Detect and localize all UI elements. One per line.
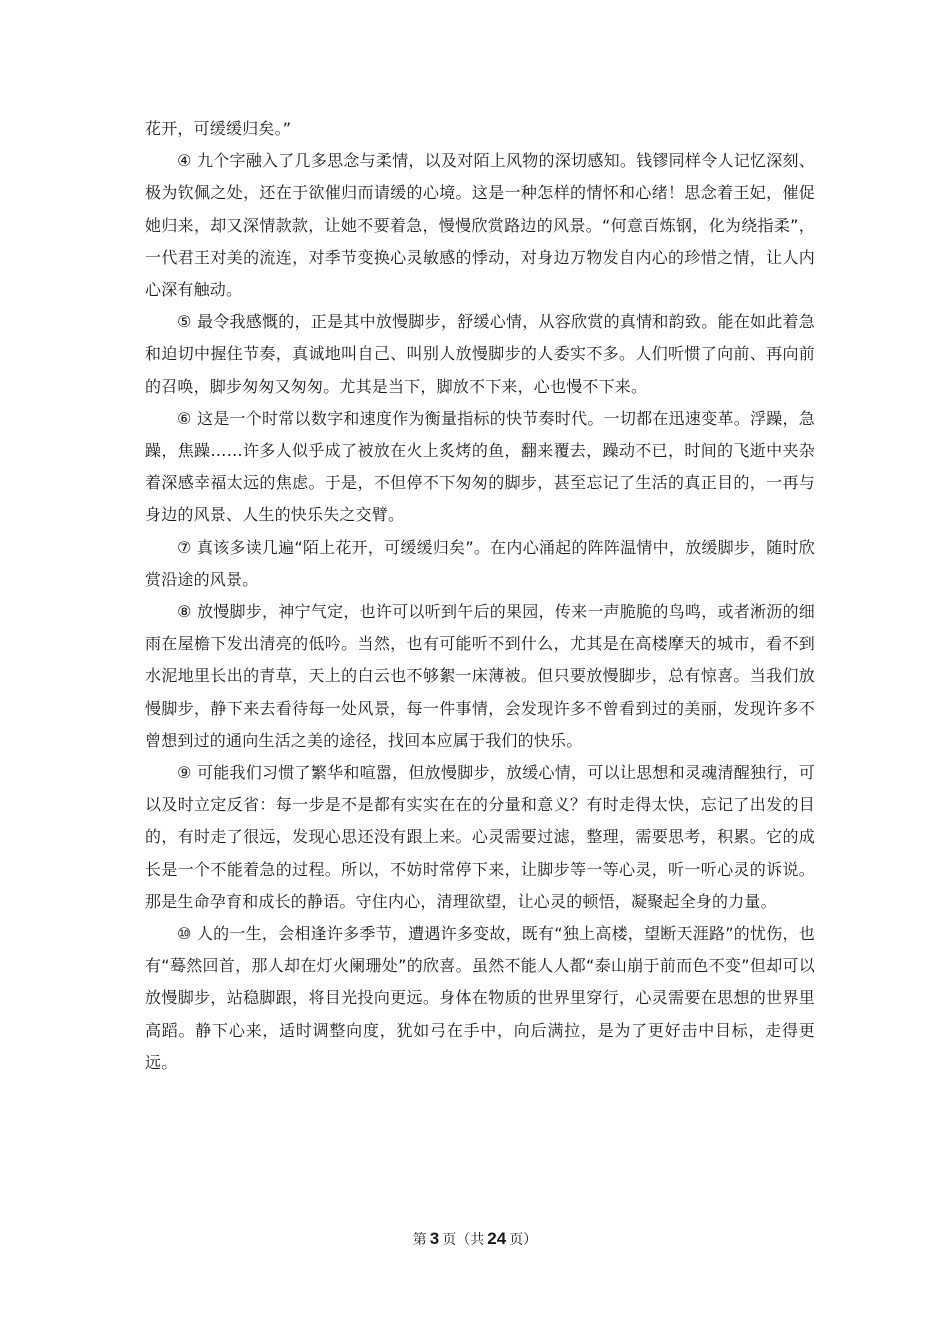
- footer-prefix: 第: [412, 1232, 427, 1248]
- page-footer: [0, 1228, 950, 1251]
- paragraph-6: ⑥ 这是一个时常以数字和速度作为衡量指标的快节奏时代。一切都在迅速变革。浮躁，急躁，焦躁……许多人似乎成了被放在火上炙烤的鱼，翻来覆去，躁动不已，时间的飞逝中夹杂着深感幸福太远的焦虑。于是，不但停不下匆匆的脚步，甚至忘记了生活的真正目的，一再与身边的风景、人生的快乐失之交臂。: [145, 408, 815, 525]
- paragraph-continued: 花开，可缓缓归矣。”: [145, 119, 292, 138]
- paragraph-9: ⑨ 可能我们习惯了繁华和喧嚣，但放慢脚步，放缓心情，可以让思想和灵魂清醒独行，可以及时立定反省：每一步是不是都有实实在在的分量和意义？有时走得太快，忘记了出发的目的，有时走了很远，发现心思还没有跟上来。心灵需要过滤，整理，需要思考，积累。它的成长是一个不能着急的过程。所以，不妨时常停下来，让脚步等一等心灵，听一听心灵的诉说。那是生命孕育和成长的静语。守住内心，清理欲望，让心灵的顿悟，凝聚起全身的力量。: [145, 763, 815, 911]
- current-page-number: 3: [429, 1229, 440, 1248]
- total-page-count: 24: [487, 1229, 507, 1248]
- paragraph-10: ⑩ 人的一生，会相逢许多季节，遭遇许多变故，既有“独上高楼，望断天涯路”的忧伤，也有“蓦然回首，那人却在灯火阑珊处”的欣喜。虽然不能人人都“泰山崩于前而色不变”但却可以放慢脚步，站稳脚跟，将目光投向更远。身体在物质的世界里穿行，心灵需要在思想的世界里高蹈。静下心来，适时调整向度，犹如弓在手中，向后满拉，是为了更好击中目标，走得更远。: [145, 924, 815, 1072]
- paragraph-5: ⑤ 最令我感慨的，正是其中放慢脚步，舒缓心情，从容欣赏的真情和韵致。能在如此着急和迫切中握住节奏，真诚地叫自己、叫别人放慢脚步的人委实不多。人们听惯了向前、再向前的召唤，脚步匆匆又匆匆。尤其是当下，脚放不下来，心也慢不下来。: [145, 312, 815, 396]
- article-body: [145, 113, 815, 1079]
- footer-middle: 页（共: [442, 1232, 485, 1248]
- paragraph-4: ④ 九个字融入了几多思念与柔情，以及对陌上风物的深切感知。钱镠同样令人记忆深刻、极为钦佩之处，还在于欲催归而请缓的心境。这是一种怎样的情怀和心绪！思念着王妃，催促她归来，却又深情款款，让她不要着急，慢慢欣赏路边的风景。“何意百炼钢，化为绕指柔”，一代君王对美的流连，对季节变换心灵敏感的悸动，对身边万物发自内心的珍惜之情，让人内心深有触动。: [145, 151, 815, 300]
- footer-suffix: 页）: [509, 1232, 538, 1248]
- paragraph-8: ⑧ 放慢脚步，神宁气定，也许可以听到午后的果园，传来一声脆脆的鸟鸣，或者淅沥的细雨在屋檐下发出清亮的低吟。当然，也有可能听不到什么，尤其是在高楼摩天的城市，看不到水泥地里长出的青草，天上的白云也不够絮一床薄被。但只要放慢脚步，总有惊喜。当我们放慢脚步，静下来去看待每一处风景，每一件事情，会发现许多不曾看到过的美丽，发现许多不曾想到过的通向生活之美的途径，找回本应属于我们的快乐。: [145, 602, 815, 750]
- paragraph-7: ⑦ 真该多读几遍“陌上花开，可缓缓归矣”。在内心涌起的阵阵温情中，放缓脚步，随时欣赏沿途的风景。: [145, 537, 815, 589]
